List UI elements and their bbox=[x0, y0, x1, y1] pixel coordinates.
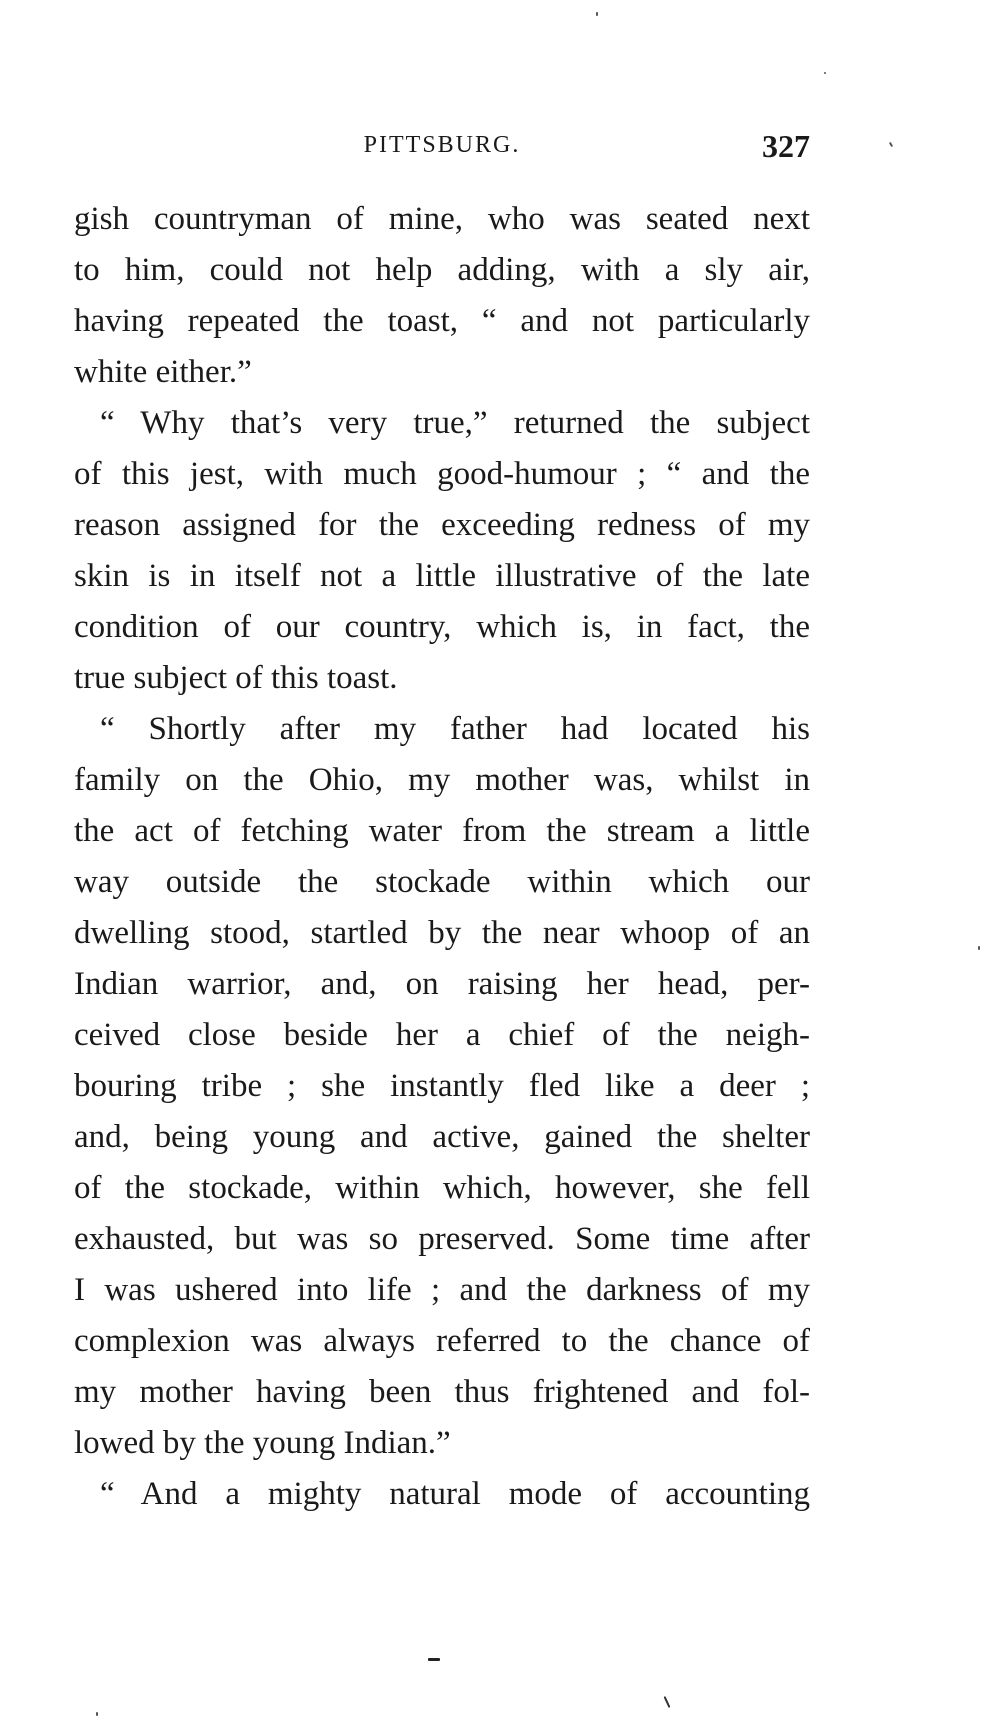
text-line: exhausted, but was so preserved. Some time after bbox=[74, 1221, 810, 1257]
text-line: my mother having been thus frightened and fol- bbox=[74, 1374, 810, 1410]
scan-speck bbox=[664, 1696, 671, 1708]
scan-speck bbox=[96, 1712, 98, 1716]
text-line: lowed by the young Indian.” bbox=[74, 1425, 451, 1461]
text-line: bouring tribe ; she instantly fled like a deer ; bbox=[74, 1068, 810, 1104]
text-line: ceived close beside her a chief of the neigh- bbox=[74, 1017, 810, 1053]
text-line: way outside the stockade within which our bbox=[74, 864, 810, 900]
text-line: of the stockade, within which, however, she fell bbox=[74, 1170, 810, 1206]
scan-speck bbox=[428, 1658, 440, 1661]
scan-speck bbox=[889, 142, 893, 147]
text-line: dwelling stood, startled by the near whoop of an bbox=[74, 915, 810, 951]
text-line: gish countryman of mine, who was seated next bbox=[74, 201, 810, 237]
text-line: the act of fetching water from the stream a little bbox=[74, 813, 810, 849]
text-line: “ Why that’s very true,” returned the subject bbox=[100, 405, 810, 441]
scan-speck bbox=[596, 12, 598, 16]
text-line: Indian warrior, and, on raising her head, per- bbox=[74, 966, 810, 1002]
text-line: of this jest, with much good-humour ; “ and the bbox=[74, 456, 810, 492]
text-line: “ And a mighty natural mode of accounting bbox=[100, 1476, 810, 1512]
text-line: complexion was always referred to the chance of bbox=[74, 1323, 810, 1359]
text-line: family on the Ohio, my mother was, whilst in bbox=[74, 762, 810, 798]
text-line: “ Shortly after my father had located his bbox=[100, 711, 810, 747]
text-line: having repeated the toast, “ and not particularly bbox=[74, 303, 810, 339]
text-line: and, being young and active, gained the shelter bbox=[74, 1119, 810, 1155]
text-line: skin is in itself not a little illustrative of the late bbox=[74, 558, 810, 594]
running-title: PITTSBURG. bbox=[363, 132, 521, 158]
text-line: true subject of this toast. bbox=[74, 660, 398, 696]
scan-speck bbox=[824, 72, 826, 74]
running-header bbox=[74, 128, 810, 168]
text-line: white either.” bbox=[74, 354, 252, 390]
body-text bbox=[74, 194, 810, 1520]
text-line: I was ushered into life ; and the darkness of my bbox=[74, 1272, 810, 1308]
scan-speck bbox=[978, 946, 980, 950]
text-line: condition of our country, which is, in fact, the bbox=[74, 609, 810, 645]
page-number: 327 bbox=[762, 128, 810, 164]
text-line: to him, could not help adding, with a sly air, bbox=[74, 252, 810, 288]
text-line: reason assigned for the exceeding redness of my bbox=[74, 507, 810, 543]
